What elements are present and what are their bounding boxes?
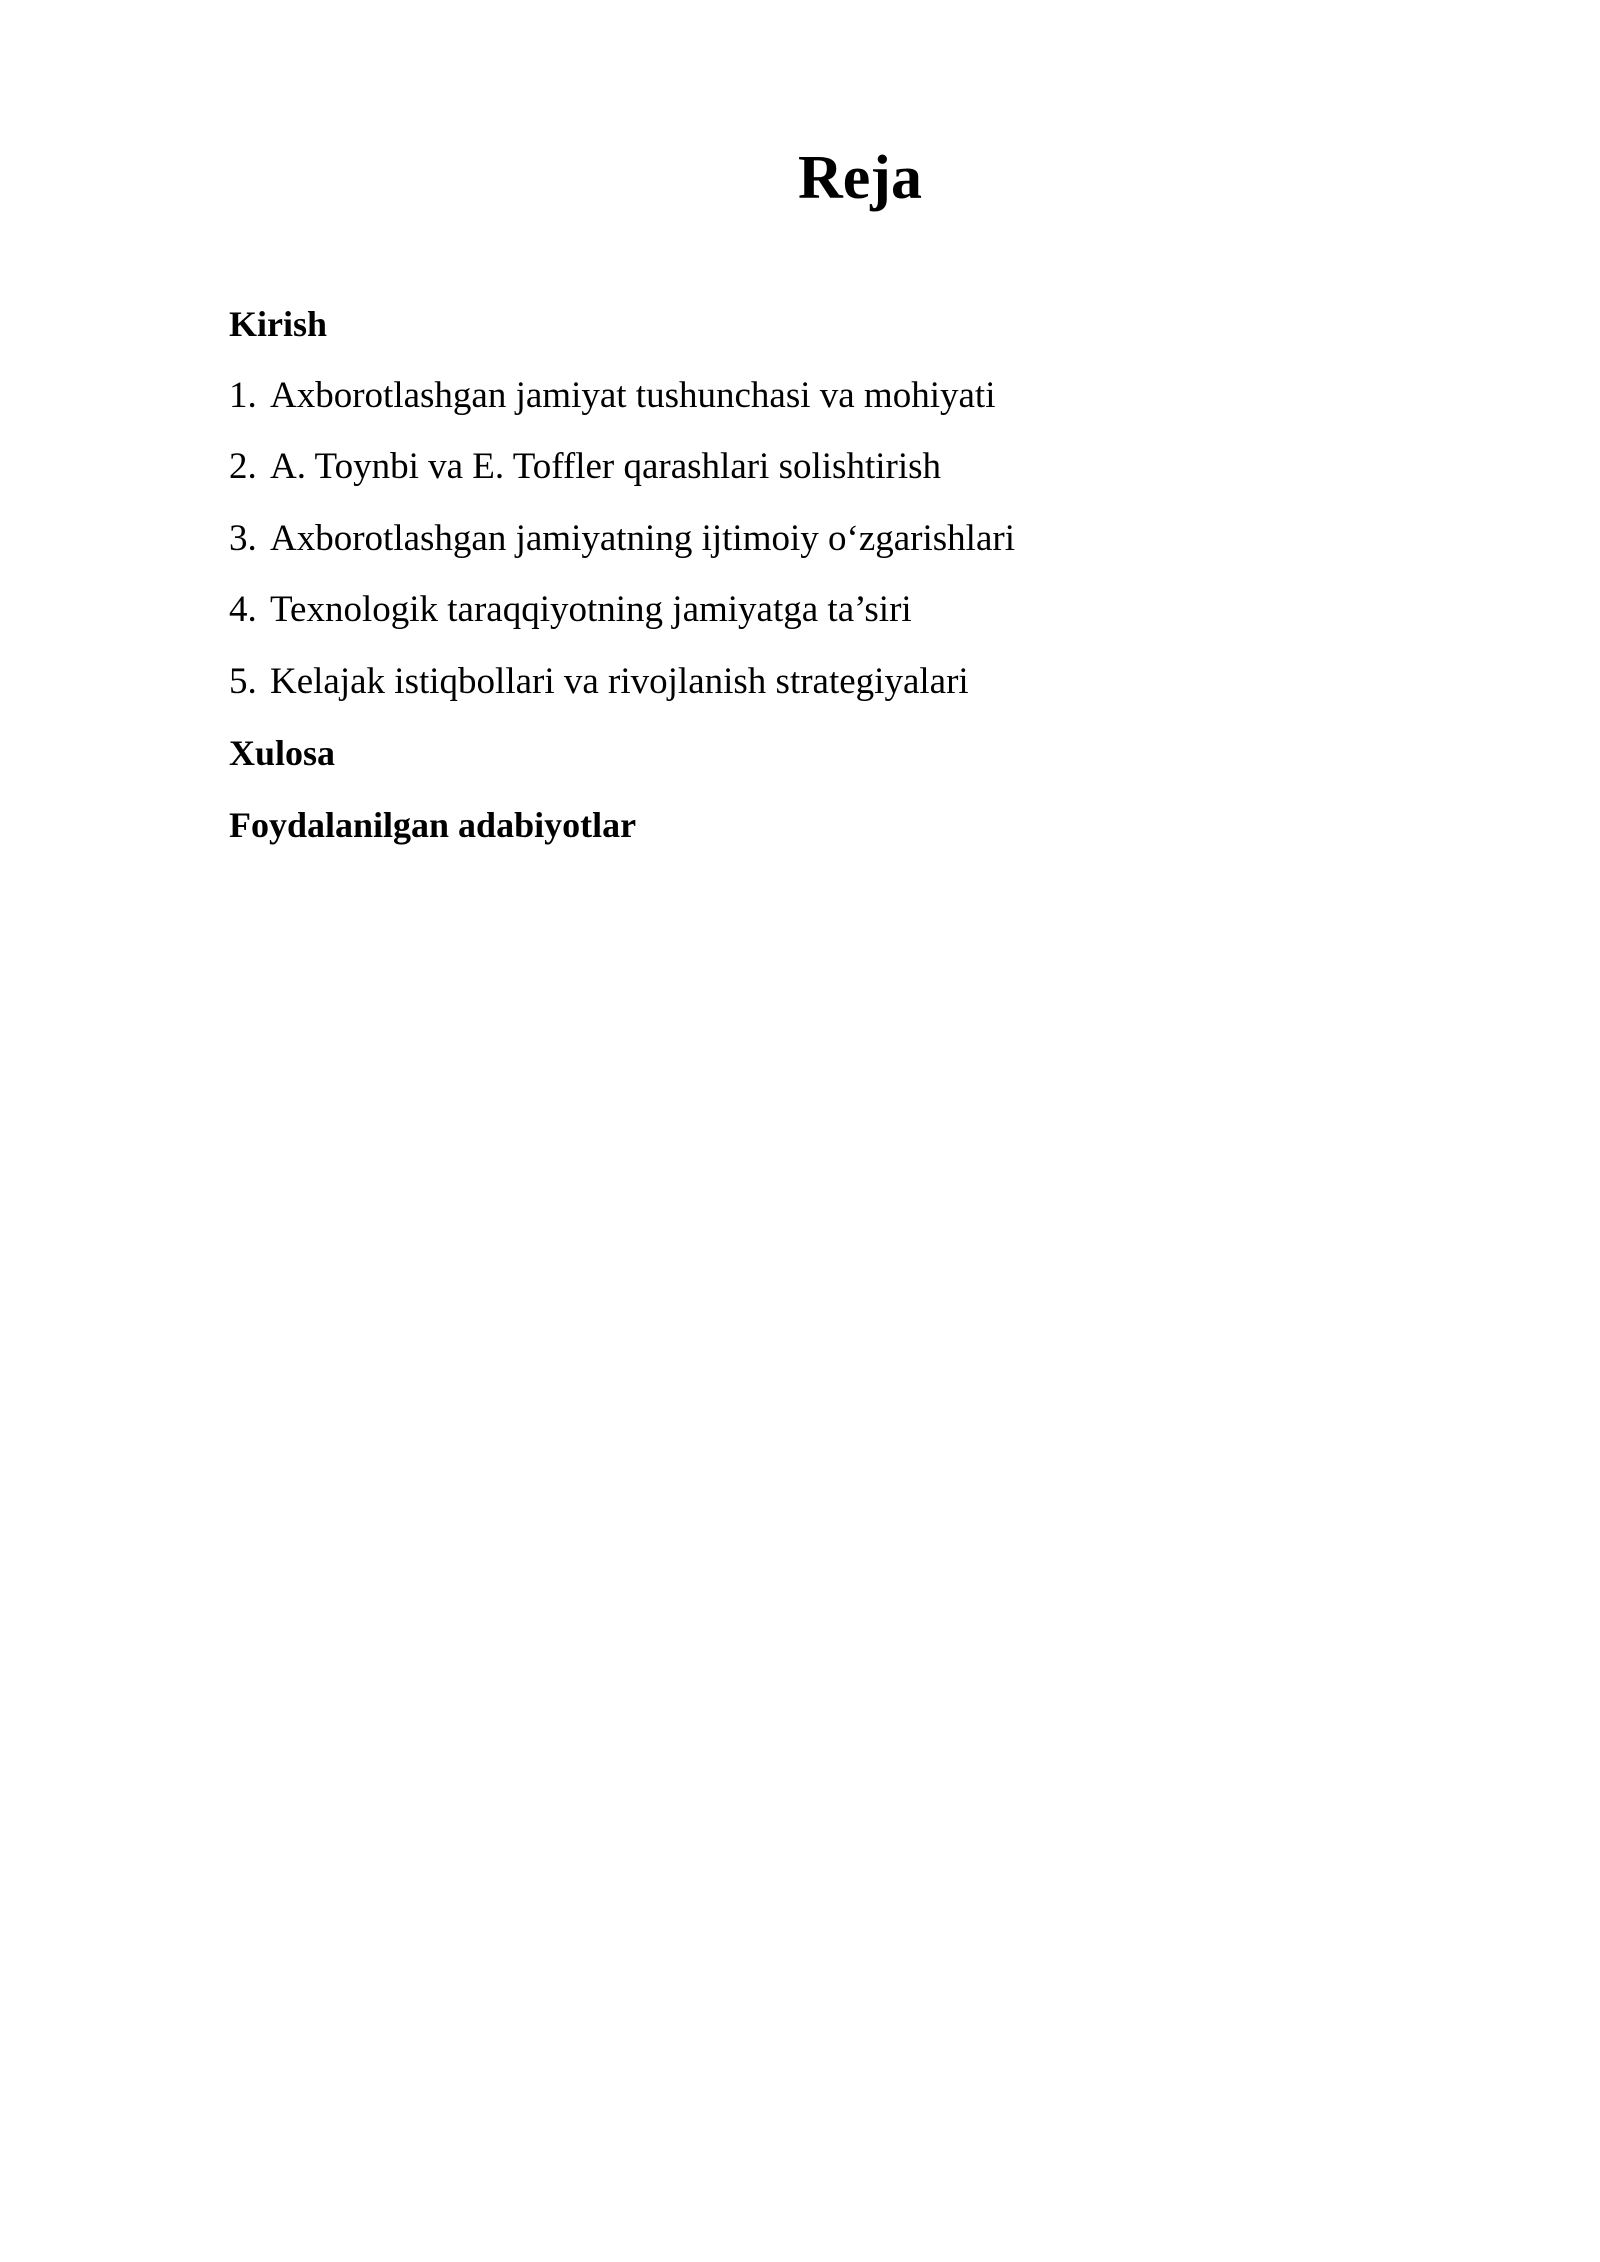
toc-item (229, 368, 1429, 440)
toc-item-text: Axborotlashgan jamiyat tushunchasi va mohiyati (270, 374, 996, 416)
toc-item (229, 582, 1429, 654)
toc-item-text: Kelajak istiqbollari va rivojlanish strategiyalari (270, 660, 969, 702)
toc-item-text: Texnologik taraqqiyotning jamiyatga ta’siri (270, 589, 912, 630)
toc-conclusion: Xulosa (229, 733, 336, 773)
page-title: Reja (798, 144, 922, 212)
toc-item (229, 511, 1429, 583)
toc-item-text: Axborotlashgan jamiyatning ijtimoiy o‘zgarishlari (270, 517, 1015, 559)
toc-item (229, 439, 1429, 511)
table-of-contents (229, 296, 1429, 868)
toc-item-number: 3. (229, 517, 257, 559)
toc-item-number: 5. (229, 660, 257, 702)
toc-item (229, 654, 1429, 726)
toc-item-number: 1. (229, 374, 257, 416)
toc-item-text: A. Toynbi va E. Toffler qarashlari solishtirish (270, 446, 942, 487)
toc-references: Foydalanilgan adabiyotlar (229, 804, 637, 845)
toc-intro: Kirish (229, 304, 328, 344)
toc-item-number: 4. (229, 589, 257, 630)
toc-item-number: 2. (229, 446, 257, 487)
